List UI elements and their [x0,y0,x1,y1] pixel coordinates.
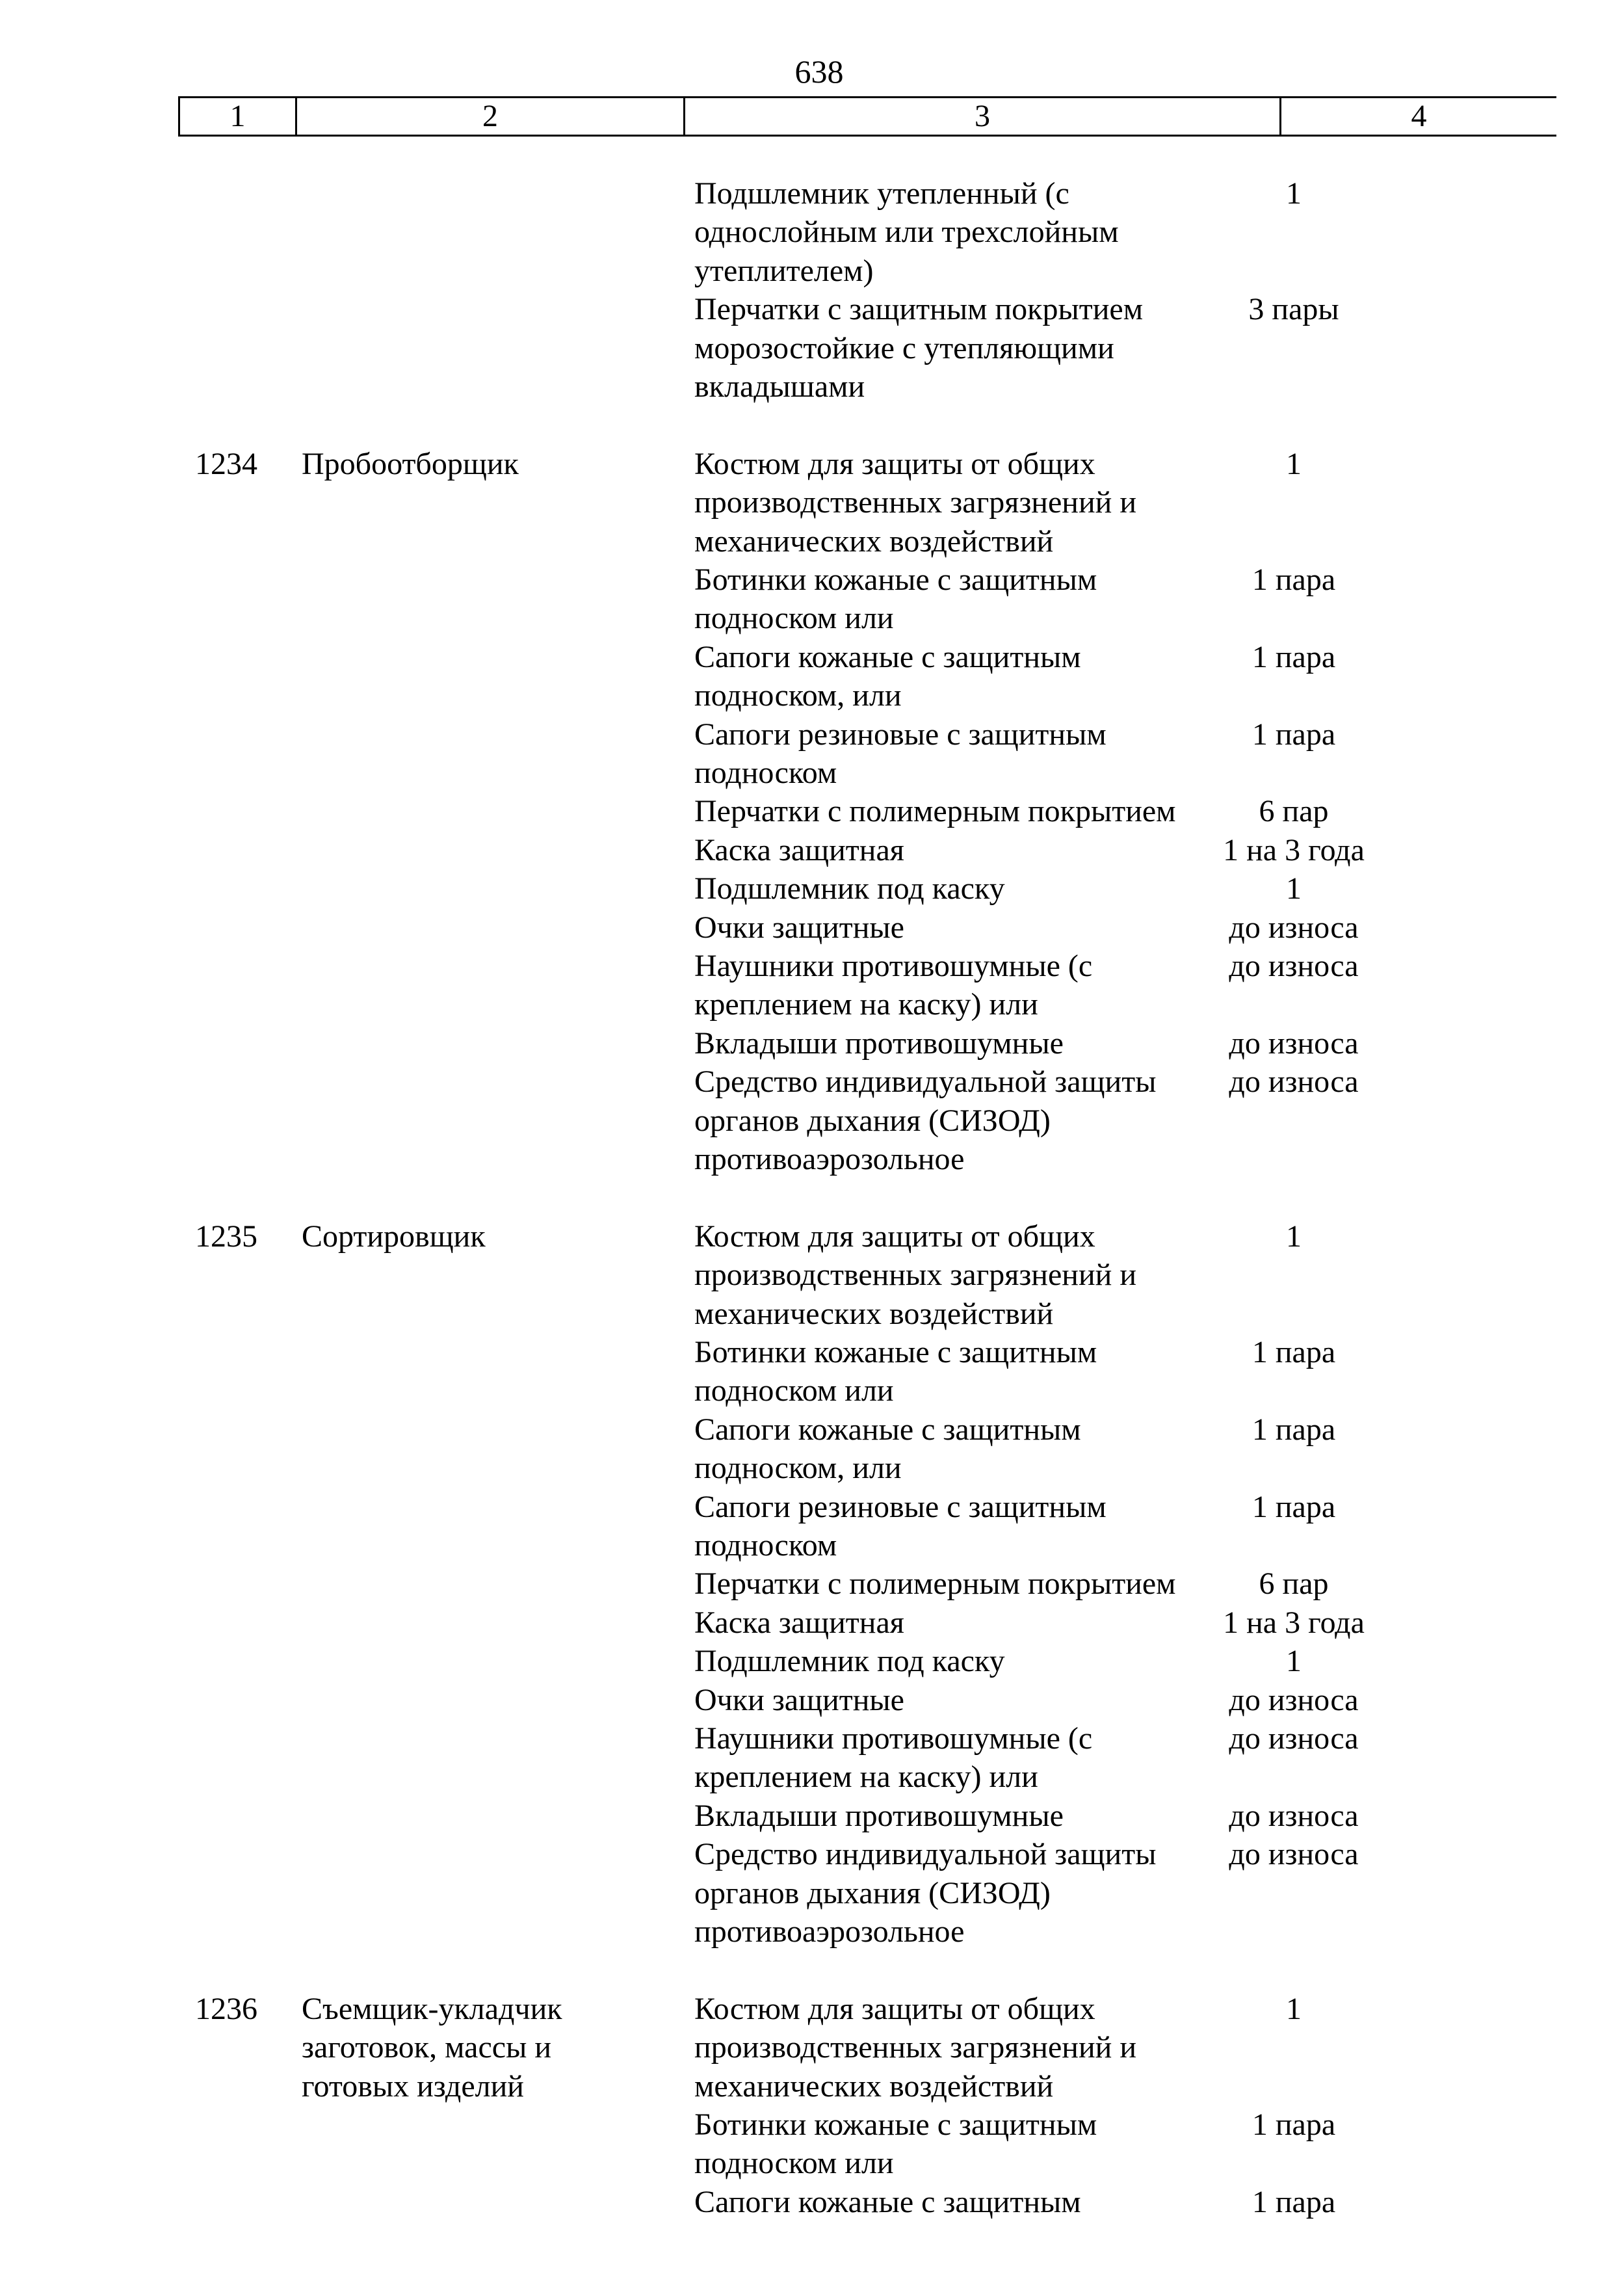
item-name: противоаэрозольное [694,1142,965,1176]
item-quantity: 3 пары [1248,292,1339,327]
item-name: производственных загрязнений и [694,2030,1137,2065]
row-number: 1234 [195,446,257,481]
item-name: Подшлемник утепленный (с [694,176,1069,211]
item-quantity: 1 [1286,1644,1302,1679]
item-name: утеплителем) [694,253,874,288]
item-name: подноском или [694,1373,894,1408]
column-header-2: 2 [297,98,685,135]
item-quantity: 1 [1286,1991,1302,2026]
item-name: вкладышами [694,369,865,404]
item-name: производственных загрязнений и [694,1258,1137,1293]
item-quantity: до износа [1229,1025,1359,1061]
item-name: Ботинки кожаные с защитным [694,562,1097,597]
item-quantity: до износа [1229,910,1359,945]
item-name: Сапоги кожаные с защитным [694,639,1081,674]
item-quantity: 6 пар [1259,1566,1329,1602]
item-quantity: 1 пара [1251,2184,1336,2219]
item-name: Подшлемник под каску [694,1644,1005,1679]
column-header-1: 1 [180,98,297,135]
item-name: механических воздействий [694,2068,1054,2104]
item-name: подноском, или [694,678,902,713]
item-name: Средство индивидуальной защиты [694,1837,1157,1872]
profession-name: Сортировщик [302,1219,486,1254]
item-name: морозостойкие с утепляющими [694,330,1114,365]
item-name: Сапоги резиновые с защитным [694,1489,1107,1524]
item-name: подноском [694,756,837,790]
row-number: 1235 [195,1219,257,1254]
item-quantity: 1 [1286,176,1302,211]
item-name: Подшлемник под каску [694,871,1005,906]
item-quantity: 1 пара [1251,2107,1336,2142]
item-quantity: до износа [1229,1837,1359,1872]
item-quantity: до износа [1229,1798,1359,1833]
item-name: Каска защитная [694,832,904,867]
item-name: механических воздействий [694,523,1054,559]
item-name: Сапоги кожаные с защитным [694,1412,1081,1447]
item-name: подноском или [694,601,894,636]
item-name: Вкладыши противошумные [694,1798,1064,1833]
item-quantity: 1 [1286,1219,1302,1254]
item-name: Очки защитные [694,1682,904,1717]
item-name: Каска защитная [694,1605,904,1640]
page-number: 638 [794,53,844,90]
item-name: Костюм для защиты от общих [694,1991,1095,2026]
item-name: Перчатки с полимерным покрытием [694,794,1176,829]
item-name: подноском [694,1528,837,1563]
profession-name: Съемщик-укладчик [302,1991,562,2026]
item-name: Наушники противошумные (с [694,1721,1093,1756]
item-name: Ботинки кожаные с защитным [694,2107,1097,2142]
item-quantity: 1 пара [1251,1335,1336,1369]
item-name: Перчатки с полимерным покрытием [694,1566,1176,1602]
item-quantity: 1 на 3 года [1223,832,1365,867]
item-name: Сапоги кожаные с защитным [694,2184,1081,2219]
profession-name: заготовок, массы и [302,2030,552,2065]
item-name: подноском или [694,2146,894,2181]
item-name: креплением на каску) или [694,1760,1038,1795]
item-quantity: 1 пара [1251,1489,1336,1524]
row-number: 1236 [195,1991,257,2026]
profession-name: готовых изделий [302,2068,524,2104]
item-name: Наушники противошумные (с [694,949,1093,983]
item-quantity: 1 пара [1251,639,1336,674]
item-quantity: 1 на 3 года [1223,1605,1365,1640]
item-quantity: 1 [1286,871,1302,906]
item-name: Костюм для защиты от общих [694,446,1095,481]
item-quantity: до износа [1229,1064,1359,1100]
item-quantity: до износа [1229,949,1359,983]
item-name: Вкладыши противошумные [694,1025,1064,1061]
item-name: креплением на каску) или [694,987,1038,1022]
item-name: Сапоги резиновые с защитным [694,717,1107,752]
item-quantity: до износа [1229,1682,1359,1717]
item-quantity: 1 пара [1251,1412,1336,1447]
item-name: производственных загрязнений и [694,485,1137,520]
item-name: Перчатки с защитным покрытием [694,292,1144,327]
item-quantity: 1 [1286,446,1302,481]
item-name: органов дыхания (СИЗОД) [694,1103,1051,1138]
item-quantity: до износа [1229,1721,1359,1756]
item-name: Средство индивидуальной защиты [694,1064,1157,1100]
item-name: Очки защитные [694,910,904,945]
item-name: подноском, или [694,1451,902,1486]
column-header-4: 4 [1411,99,1427,133]
item-name: органов дыхания (СИЗОД) [694,1875,1051,1910]
item-name: однослойным или трехслойным [694,215,1119,250]
item-name: Костюм для защиты от общих [694,1219,1095,1254]
item-name: противоаэрозольное [694,1914,965,1949]
profession-name: Пробоотборщик [302,446,519,481]
item-name: Ботинки кожаные с защитным [694,1335,1097,1369]
item-name: механических воздействий [694,1296,1054,1331]
item-quantity: 1 пара [1251,717,1336,752]
item-quantity: 6 пар [1259,794,1329,829]
item-quantity: 1 пара [1251,562,1336,597]
column-header-3: 3 [685,98,1281,135]
